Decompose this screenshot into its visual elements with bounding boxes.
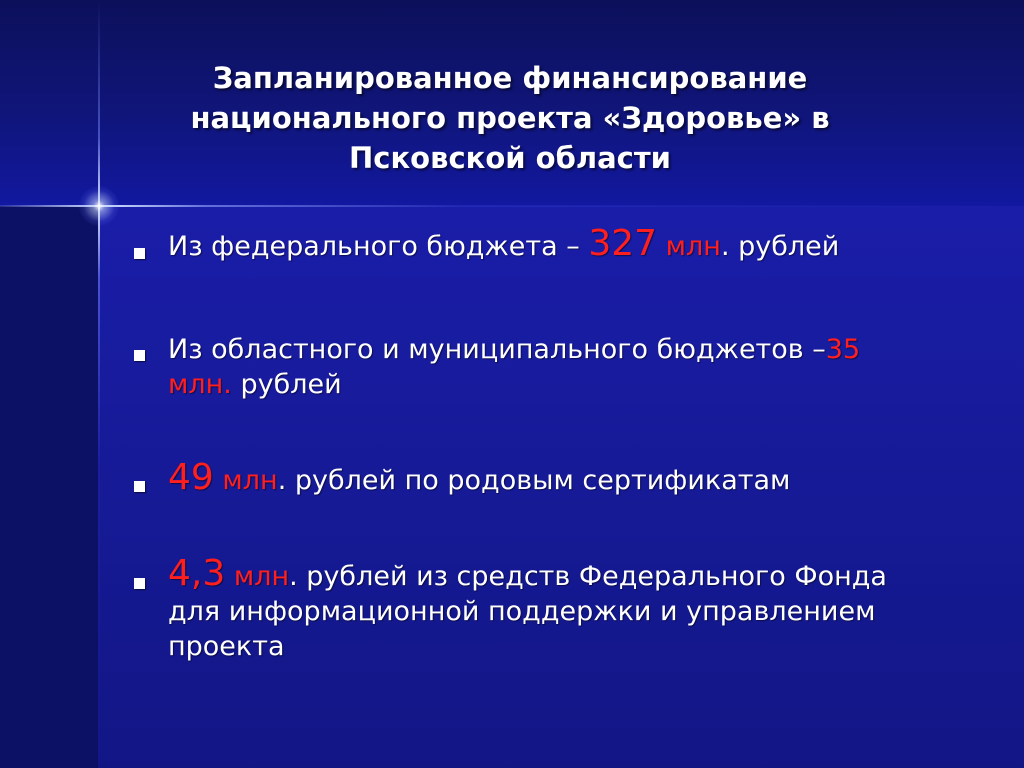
title-line-1: Запланированное финансирование: [212, 61, 808, 95]
sparkle-icon: [79, 186, 119, 226]
title-line-3: Псковской области: [349, 141, 671, 175]
bullet-suffix: рублей: [231, 369, 342, 400]
bullet-text: [168, 457, 928, 498]
bullet-suffix: . рублей: [720, 231, 840, 262]
bullet-suffix: . рублей по родовым сертификатам: [277, 465, 791, 496]
bullet-line-3: проекта: [168, 631, 285, 662]
amount-value: 35: [825, 334, 861, 365]
amount-unit: млн: [657, 231, 721, 262]
bullet-prefix: Из федерального бюджета –: [168, 231, 589, 262]
bullet-line-2: для информационной поддержки и управлением: [168, 596, 876, 627]
square-bullet-icon: [134, 350, 145, 361]
amount-value: 49: [168, 457, 214, 498]
amount-value: 327: [588, 223, 658, 264]
bullet-text: [168, 553, 928, 664]
bullet-text: [168, 223, 928, 264]
horizontal-divider: [0, 205, 1024, 207]
bullet-suffix: . рублей из средств Федерального Фонда: [289, 561, 887, 592]
bullet-prefix: Из областного и муниципального бюджетов –: [168, 334, 826, 365]
amount-unit: млн: [225, 561, 290, 592]
bullet-text: [168, 332, 928, 402]
left-band: [0, 206, 98, 768]
amount-unit: млн: [213, 465, 278, 496]
square-bullet-icon: [134, 578, 145, 589]
square-bullet-icon: [134, 481, 145, 492]
vertical-divider: [98, 0, 100, 768]
amount-unit: млн.: [168, 369, 232, 400]
title-line-2: национального проекта «Здоровье» в: [190, 101, 830, 135]
slide-title: [150, 58, 870, 178]
amount-value: 4,3: [168, 553, 226, 594]
square-bullet-icon: [134, 248, 145, 259]
